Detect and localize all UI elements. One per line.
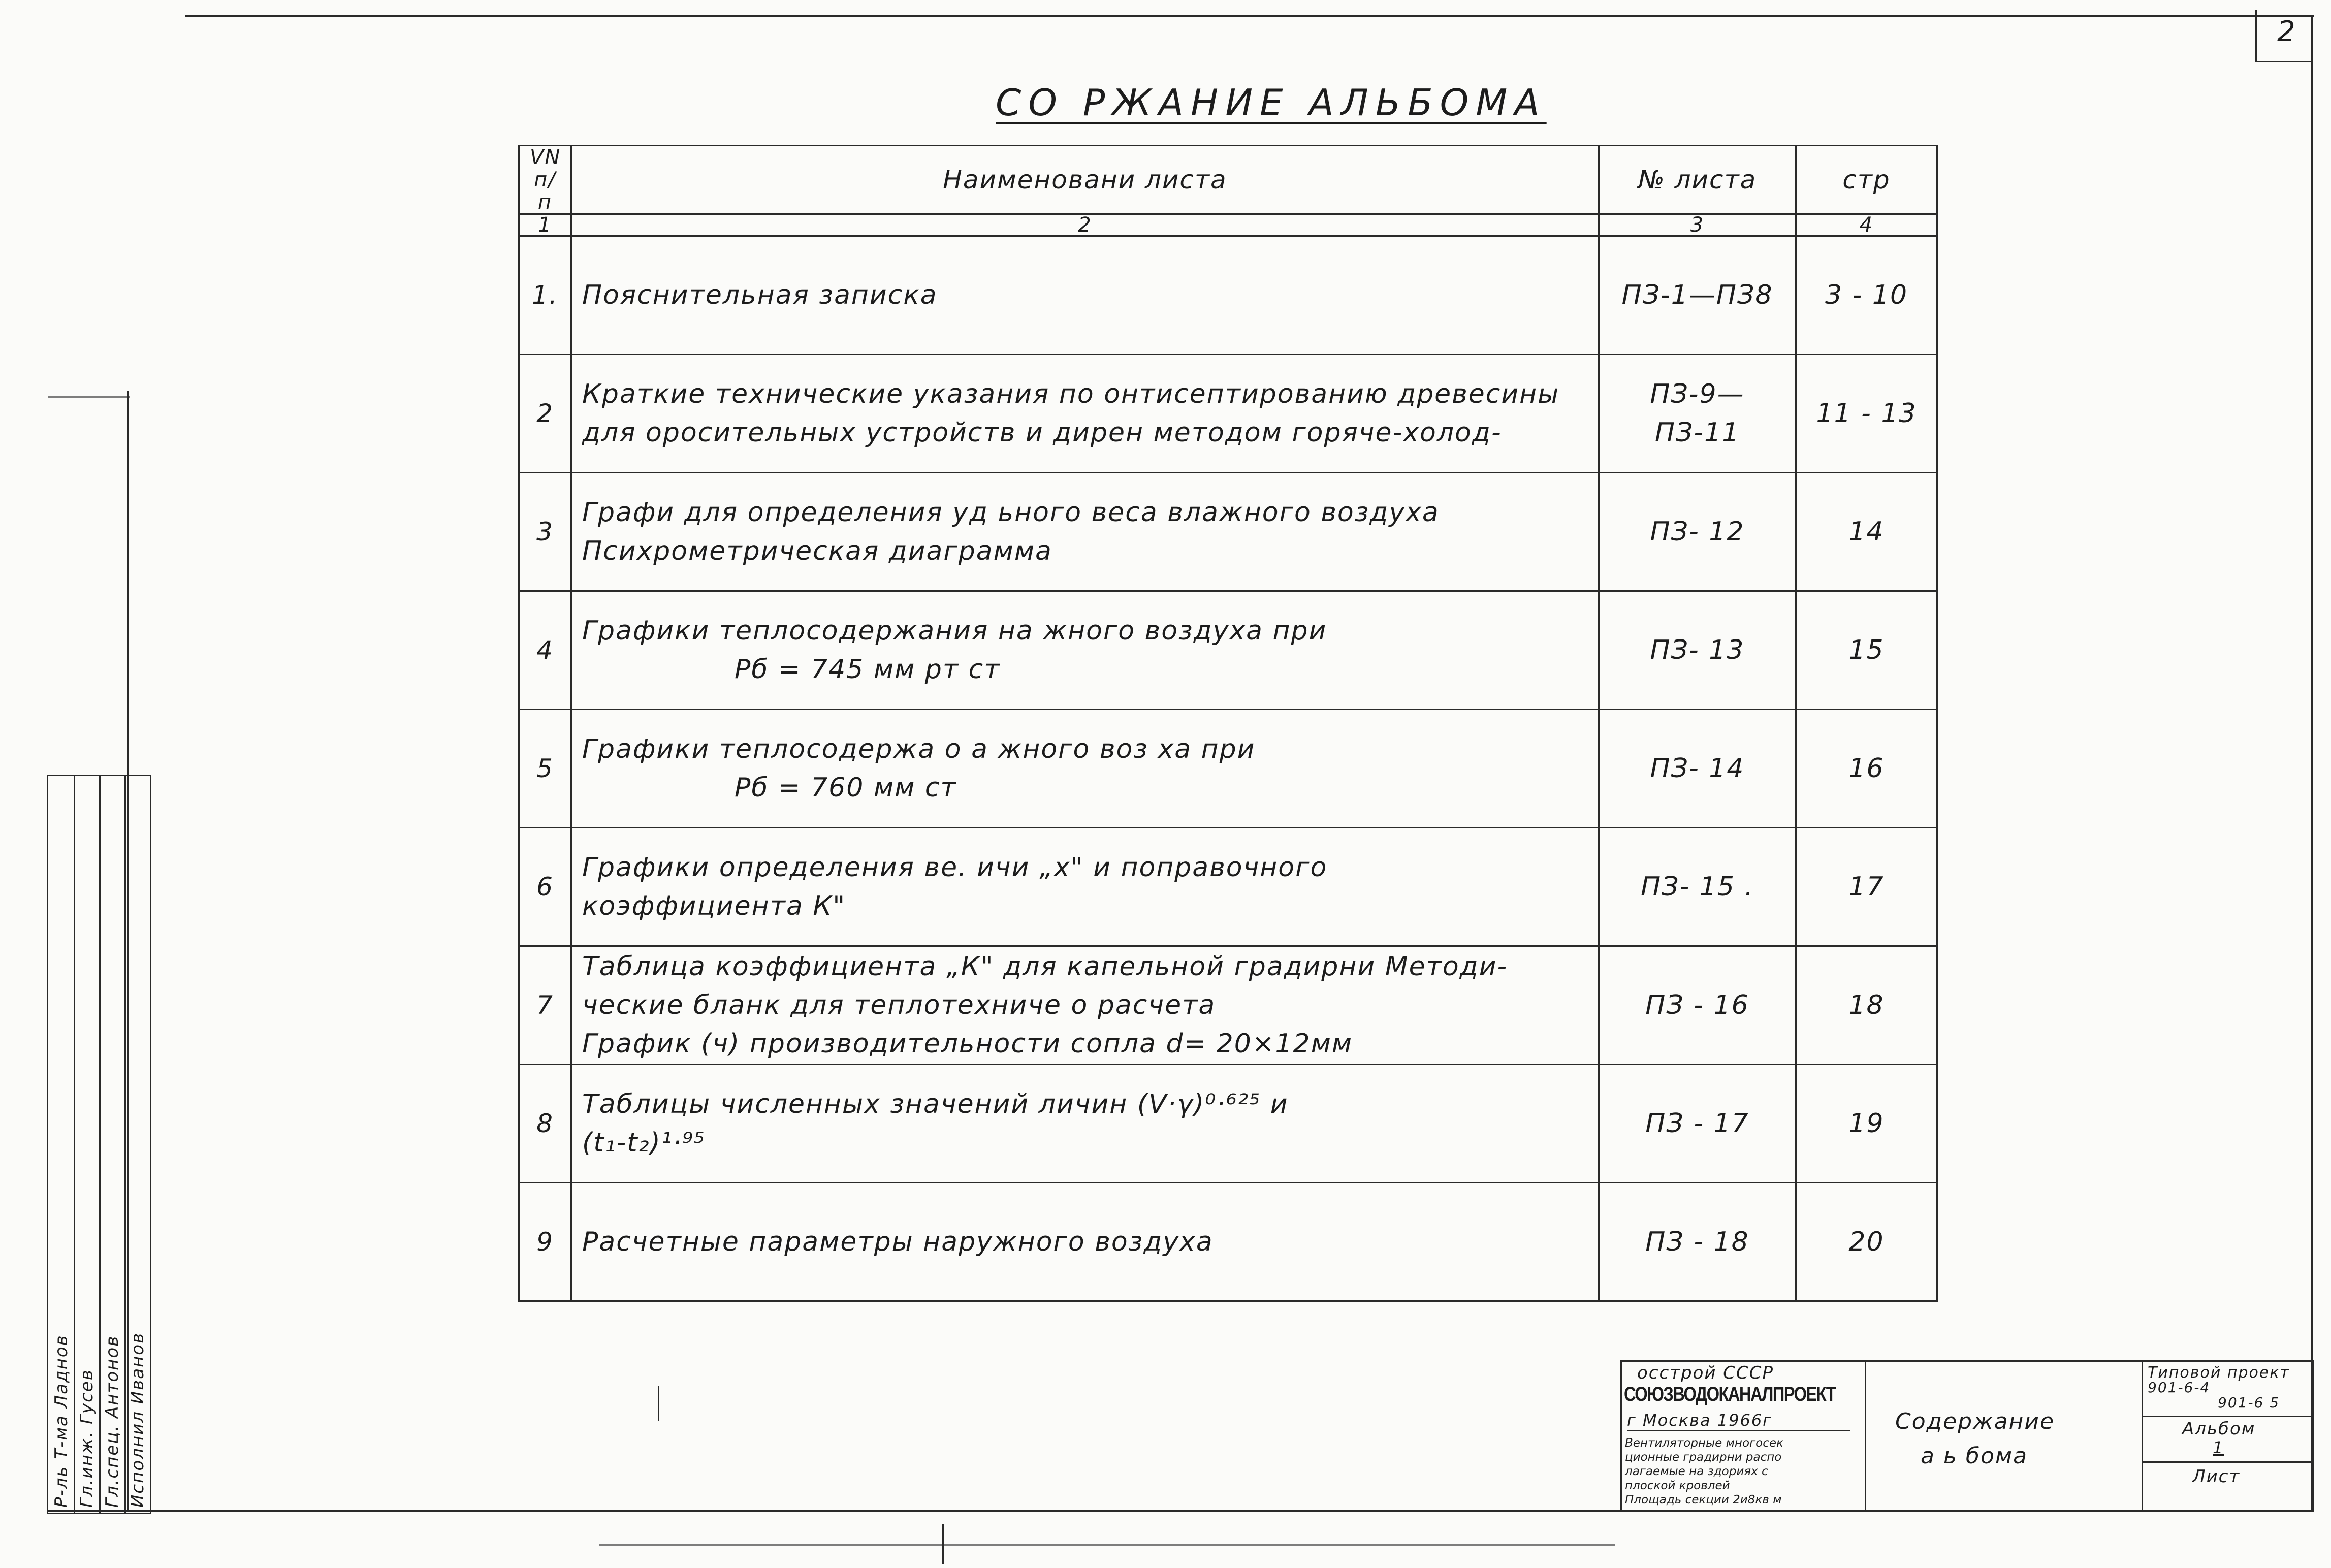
row-name	[571, 591, 1599, 710]
column-number: 3	[1599, 214, 1796, 236]
table-row	[519, 1183, 1937, 1301]
org-name: СОЮЗВОДОКАНАЛПРОЕКТ	[1624, 1383, 1836, 1405]
table-row	[519, 946, 1937, 1065]
scan-mark	[658, 1386, 659, 1421]
frame-top-line	[185, 15, 2314, 17]
row-name-line: Таблицы численных значений личин (V·γ)⁰·⁶²⁵ и	[582, 1089, 1289, 1119]
table-row	[519, 1065, 1937, 1183]
row-name-line: Таблица коэффициента „К" для капельной градирни Методи-	[582, 951, 1508, 982]
project-divider	[2142, 1416, 2313, 1417]
stamp-column	[48, 776, 75, 1513]
row-sheet: ПЗ - 18	[1599, 1183, 1796, 1301]
table-row	[519, 236, 1937, 355]
row-sheet: ПЗ- 14	[1599, 710, 1796, 828]
table-row	[519, 591, 1937, 710]
column-number: 4	[1796, 214, 1937, 236]
org-city-year: г Москва 1966г	[1627, 1411, 1850, 1431]
row-name-line: Пояснительная записка	[582, 280, 938, 310]
sheet-number-corner	[2255, 10, 2313, 62]
row-name-line: Графики теплосодержа о а жного воз ха при	[582, 734, 1256, 764]
project-cell	[2142, 1362, 2313, 1510]
stamp-entry: Гл.спец. Антонов	[102, 1335, 122, 1508]
row-name	[571, 710, 1599, 828]
table-row	[519, 355, 1937, 473]
table-row	[519, 473, 1937, 591]
approval-stamp	[47, 775, 151, 1514]
sheet-label: Лист	[2192, 1466, 2241, 1487]
row-name-line: ческие бланк для теплотехниче о расчета	[582, 990, 1216, 1020]
album-label: Альбом	[2182, 1419, 2256, 1439]
row-page: 15	[1796, 591, 1937, 710]
row-page: 19	[1796, 1065, 1937, 1183]
row-number: 5	[519, 710, 571, 828]
description-line: ционные градирни распо	[1625, 1451, 1782, 1464]
row-name-line: коэффициента К"	[582, 891, 846, 921]
row-sheet: ПЗ- 13	[1599, 591, 1796, 710]
row-page: 11 - 13	[1796, 355, 1937, 473]
header-sheet: № листа	[1599, 146, 1796, 214]
row-name-line: Краткие технические указания по онтисептированию древесины	[582, 379, 1560, 409]
row-page: 17	[1796, 828, 1937, 946]
row-name	[571, 828, 1599, 946]
row-name-line: Графики теплосодержания на жного воздуха при	[582, 616, 1327, 646]
description-line: Вентиляторные многосек	[1625, 1436, 1783, 1450]
doc-title-line2: а ь бома	[1921, 1443, 2028, 1469]
row-number: 3	[519, 473, 571, 591]
table-header-row	[519, 146, 1937, 214]
stamp-column	[74, 776, 101, 1513]
sheet-number: 2	[2277, 15, 2296, 48]
row-number: 9	[519, 1183, 571, 1301]
project-description	[1625, 1436, 1783, 1507]
row-number: 6	[519, 828, 571, 946]
row-name	[571, 355, 1599, 473]
scan-mark	[48, 396, 130, 398]
row-name-line: Расчетные параметры наружного воздуха	[582, 1227, 1214, 1257]
project-code: 901-6-4	[2148, 1379, 2211, 1396]
row-page: 3 - 10	[1796, 236, 1937, 355]
row-sheet: ПЗ- 12	[1599, 473, 1796, 591]
column-number: 2	[571, 214, 1599, 236]
frame-right-line	[2311, 15, 2313, 1511]
row-sheet: ПЗ - 16	[1599, 946, 1796, 1065]
row-name	[571, 1065, 1599, 1183]
project-label: Типовой проект	[2148, 1364, 2290, 1382]
stamp-entry: Р-ль Т-ма Ладнов	[51, 1334, 72, 1508]
row-page: 14	[1796, 473, 1937, 591]
row-name	[571, 236, 1599, 355]
row-number: 1.	[519, 236, 571, 355]
column-number: 1	[519, 214, 571, 236]
row-name	[571, 946, 1599, 1065]
column-number-row	[519, 214, 1937, 236]
row-name	[571, 473, 1599, 591]
row-number: 4	[519, 591, 571, 710]
album-title: СО РЖАНИЕ АЛЬБОМА	[996, 81, 1547, 124]
row-name-line: Рб = 760 мм ст	[735, 773, 957, 803]
row-page: 16	[1796, 710, 1937, 828]
stamp-entry: Исполнил Иванов	[127, 1332, 148, 1508]
row-name-line: Психрометрическая диаграмма	[582, 536, 1052, 566]
row-name-line: График (ч) производительности сопла d= 20×12мм	[582, 1029, 1353, 1059]
row-number: 7	[519, 946, 571, 1065]
row-sheet: ПЗ- 15 .	[1599, 828, 1796, 946]
row-name	[571, 1183, 1599, 1301]
document-title-cell	[1865, 1362, 2143, 1510]
project-code-alt: 901-6 5	[2218, 1394, 2280, 1411]
sheet-divider	[2142, 1461, 2313, 1463]
row-page: 20	[1796, 1183, 1937, 1301]
description-line: лагаемые на здориях с	[1625, 1465, 1768, 1478]
stamp-column	[99, 776, 126, 1513]
description-line: плоской кровлей	[1625, 1479, 1730, 1492]
row-name-line: для оросительных устройств и дирен методом горяче-холод-	[582, 418, 1502, 448]
row-name-line: Графики определения ве. ичи „х" и поправочного	[582, 852, 1328, 883]
title-block	[1620, 1360, 2314, 1512]
org-ministry: осстрой СССР	[1637, 1363, 1774, 1383]
table-row	[519, 710, 1937, 828]
row-number: 8	[519, 1065, 571, 1183]
scan-mark	[599, 1544, 1615, 1546]
contents-table	[518, 145, 1938, 1302]
stamp-column	[124, 776, 148, 1513]
row-number: 2	[519, 355, 571, 473]
row-name-line: Графи для определения уд ьного веса влажного воздуха	[582, 497, 1440, 528]
stamp-entry: Гл.инж. Гусев	[77, 1369, 97, 1508]
doc-title-line1: Содержание	[1895, 1409, 2055, 1434]
row-name-line: (t₁-t₂)¹·⁹⁵	[582, 1128, 706, 1158]
row-name-line: Рб = 745 мм рт ст	[735, 654, 1001, 685]
row-page: 18	[1796, 946, 1937, 1065]
header-name-text: Наименовани листа	[943, 165, 1227, 195]
header-number: VN п/п	[519, 146, 571, 214]
description-line: Площадь секции 2и8кв м	[1625, 1493, 1782, 1507]
organization-cell	[1622, 1362, 1866, 1510]
table-row	[519, 828, 1937, 946]
row-sheet: ПЗ-9—ПЗ-11	[1599, 355, 1796, 473]
row-sheet: ПЗ - 17	[1599, 1065, 1796, 1183]
album-number: 1	[2213, 1438, 2224, 1457]
header-name	[571, 146, 1599, 214]
row-sheet: ПЗ-1—ПЗ8	[1599, 236, 1796, 355]
header-page: стр	[1796, 146, 1937, 214]
